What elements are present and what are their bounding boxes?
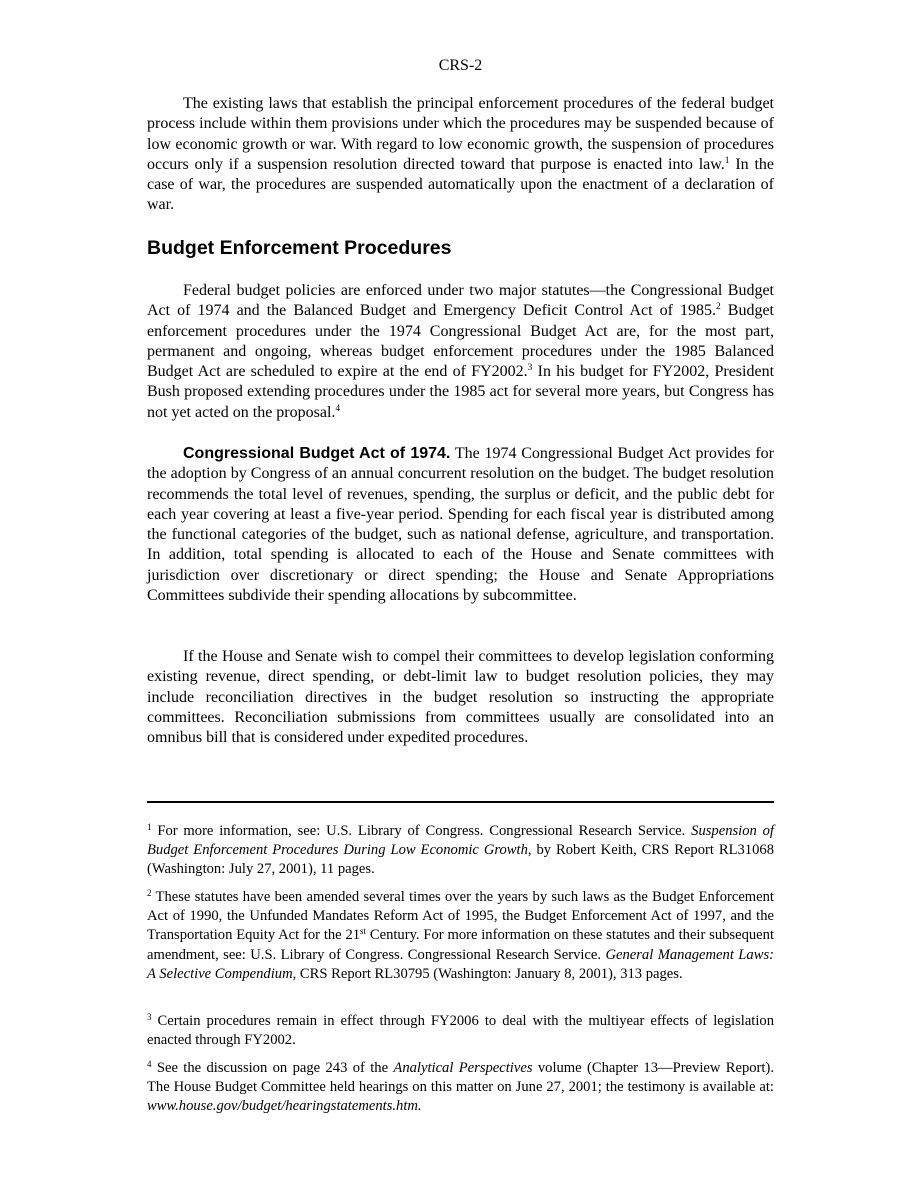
statutes-paragraph — [147, 281, 774, 423]
section-heading: Budget Enforcement Procedures — [147, 237, 452, 259]
footnote-4-text-a: See the discussion on page 243 of the — [151, 1060, 394, 1076]
footnote-3 — [147, 1012, 774, 1050]
footnote-ref-1[interactable]: 1 — [724, 155, 730, 166]
footnote-1-number: 1 — [147, 822, 152, 832]
footnote-4-url[interactable]: www.house.gov/budget/hearingstatements.htm. — [147, 1098, 422, 1115]
footnote-ref-3[interactable]: 3 — [527, 363, 533, 374]
footnote-1-title: Suspension of Budget Enforcement Procedures During Low Economic Growth — [147, 823, 774, 859]
footnote-4-text-b: volume (Chapter 13—Preview Report). The House Budget Committee held hearings on this matter on June 27, 2001; the testimony is available at: — [147, 1060, 774, 1096]
intro-text-part1: The existing laws that establish the principal enforcement procedures of the federal budget process include within them provisions under which the procedures may be suspended because of low economic growth or war. With regard to low economic growth, the suspension of procedures occurs only if a suspension resolution directed toward that purpose is enacted into law. — [147, 95, 774, 173]
footnote-3-text: Certain procedures remain in effect through FY2006 to deal with the multiyear effects of legislation enacted through FY2002. — [147, 1013, 774, 1049]
footnote-2-ordinal: st — [360, 926, 367, 937]
footnote-2-number: 2 — [147, 888, 152, 898]
footnote-2-text-c: , CRS Report RL30795 (Washington: January 8, 2001), 313 pages. — [292, 965, 683, 982]
footnote-2-text-a: These statutes have been amended several times over the years by such laws as the Budget Enforcement Act of 1990, the Unfunded Mandates Reform Act of 1995, the Budget Enforcement Act of 1997, and the Transportation Equity Act for the 21 — [147, 889, 774, 944]
budget-act-text: The 1974 Congressional Budget Act provides for the adoption by Congress of an annual concurrent resolution on the budget. The budget resolution recommends the total level of revenues, spending, the surplus or deficit, and the public debt for each year covering at least a five-year period. Spending for each fiscal year is distributed among the functional categories of the budget, such as national defense, agriculture, and transportation. In addition, total spending is allocated to each of the House and Senate committees with jurisdiction over discretionary or direct spending; the House and Senate Appropriations Committees subdivide their spending allocations by subcommittee. — [147, 445, 775, 605]
footnote-1-text-b: , by Robert Keith, CRS Report RL31068 (Washington: July 27, 2001), 11 pages. — [147, 842, 774, 878]
footnote-ref-4[interactable]: 4 — [335, 403, 341, 414]
footnote-separator — [147, 801, 774, 803]
reconciliation-paragraph — [147, 647, 774, 748]
footnote-4 — [147, 1059, 774, 1117]
statutes-text-part1: Federal budget policies are enforced under two major statutes—the Congressional Budget Act of 1974 and the Balanced Budget and Emergency Deficit Control Act of 1985. — [147, 282, 774, 320]
budget-act-paragraph — [147, 444, 774, 606]
footnote-3-number: 3 — [147, 1012, 152, 1022]
footnote-2-title: General Management Laws: A Selective Compendium — [147, 946, 774, 982]
reconciliation-text: If the House and Senate wish to compel their committees to develop legislation conforming existing revenue, direct spending, or debt-limit law to budget resolution policies, they may include reconciliation directives in the budget resolution so instructing the appropriate committees. Reconciliation submissions from committees usually are consolidated into an omnibus bill that is considered under expedited procedures. — [147, 648, 774, 747]
footnote-2 — [147, 888, 774, 984]
statutes-text-part2: Budget enforcement procedures under the 1974 Congressional Budget Act are, for the most part, permanent and ongoing, whereas budget enforcement procedures under the 1985 Balanced Budget Act are scheduled to expire at the end of FY2002. — [147, 302, 775, 381]
footnote-2-text-b: Century. For more information on these statutes and their subsequent amendment, see: U.S. Library of Congress. Congressional Research Service. — [147, 927, 774, 963]
footnote-4-number: 4 — [147, 1059, 152, 1069]
page-number-header: CRS-2 — [438, 57, 483, 74]
run-in-heading: Congressional Budget Act of 1974. — [183, 445, 451, 462]
footnote-1 — [147, 822, 774, 880]
statutes-text-part3: In his budget for FY2002, President Bush proposed extending procedures under the 1985 act for several more years, but Congress has not yet acted on the proposal. — [147, 363, 775, 421]
footnote-ref-2[interactable]: 2 — [715, 302, 721, 313]
footnote-1-text-a: For more information, see: U.S. Library of Congress. Congressional Research Service. — [151, 823, 692, 839]
intro-paragraph — [147, 94, 774, 216]
footnote-4-title: Analytical Perspectives — [393, 1060, 533, 1076]
intro-text-part2: In the case of war, the procedures are suspended automatically upon the enactment of a declaration of war. — [147, 155, 775, 214]
